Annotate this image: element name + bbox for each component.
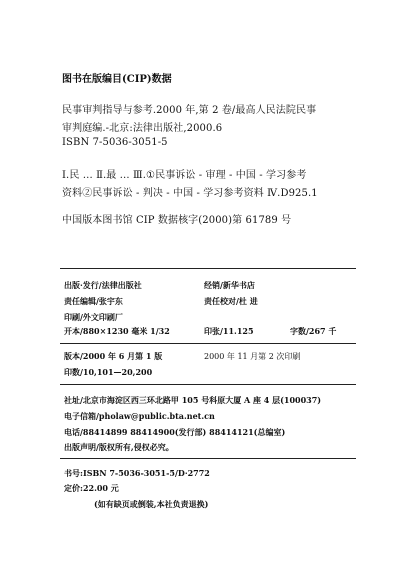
return-note: (如有缺页或倒装,本社负责退换) [94, 499, 209, 509]
phone: 电话/88414899 88414900(发行部) 88414121(总编室) [64, 427, 286, 437]
publisher: 出版·发行/法律出版社 [64, 280, 142, 290]
book-format: 开本/880×1230 毫米 1/32 [64, 326, 170, 336]
divider-bottom [60, 458, 356, 459]
book-number: 书号:ISBN 7-5036-3051-5/D·2772 [64, 468, 210, 478]
responsible-proofreader: 责任校对/杜 进 [204, 296, 258, 306]
cip-description-line-2: 审判庭编.-北京:法律出版社,2000.6 [62, 123, 223, 134]
printer: 印刷/外文印刷厂 [64, 312, 123, 322]
publication-statement: 出版声明/版权所有,侵权必究。 [64, 442, 174, 452]
print-time: 2000 年 11 月第 2 次印刷 [204, 352, 301, 361]
address: 社址/北京市海淀区西三环北路甲 105 号科原大厦 A 座 4 层(100037) [64, 395, 322, 405]
cip-heading: 图书在版编目(CIP)数据 [62, 74, 172, 85]
price: 定价:22.00 元 [64, 483, 119, 493]
divider-middle [60, 343, 356, 344]
word-count: 字数/267 千 [290, 326, 337, 336]
edition: 版本/2000 年 6 月第 1 版 [64, 351, 163, 361]
print-run: 印数/10,101—20,200 [64, 367, 153, 377]
divider-lower [60, 384, 356, 385]
responsible-editor: 责任编辑/张宇东 [64, 296, 123, 306]
cip-subject-line-1: Ⅰ.民 … Ⅱ.最 … Ⅲ.①民事诉讼 - 审理 - 中国 - 学习参考 [62, 170, 307, 181]
cip-subject-line-2: 资料②民事诉讼 - 判决 - 中国 - 学习参考资料 Ⅳ.D925.1 [62, 188, 318, 199]
cip-description-line-1: 民事审判指导与参考.2000 年,第 2 卷/最高人民法院民事 [62, 105, 317, 116]
divider-top [60, 268, 356, 269]
cip-isbn: ISBN 7-5036-3051-5 [62, 137, 168, 148]
print-sheets: 印张/11.125 [204, 326, 254, 336]
email: 电子信箱/pholaw@public.bta.net.cn [64, 411, 215, 421]
cip-core-number: 中国版本图书馆 CIP 数据核字(2000)第 61789 号 [62, 215, 292, 226]
distributor: 经销/新华书店 [204, 280, 255, 290]
